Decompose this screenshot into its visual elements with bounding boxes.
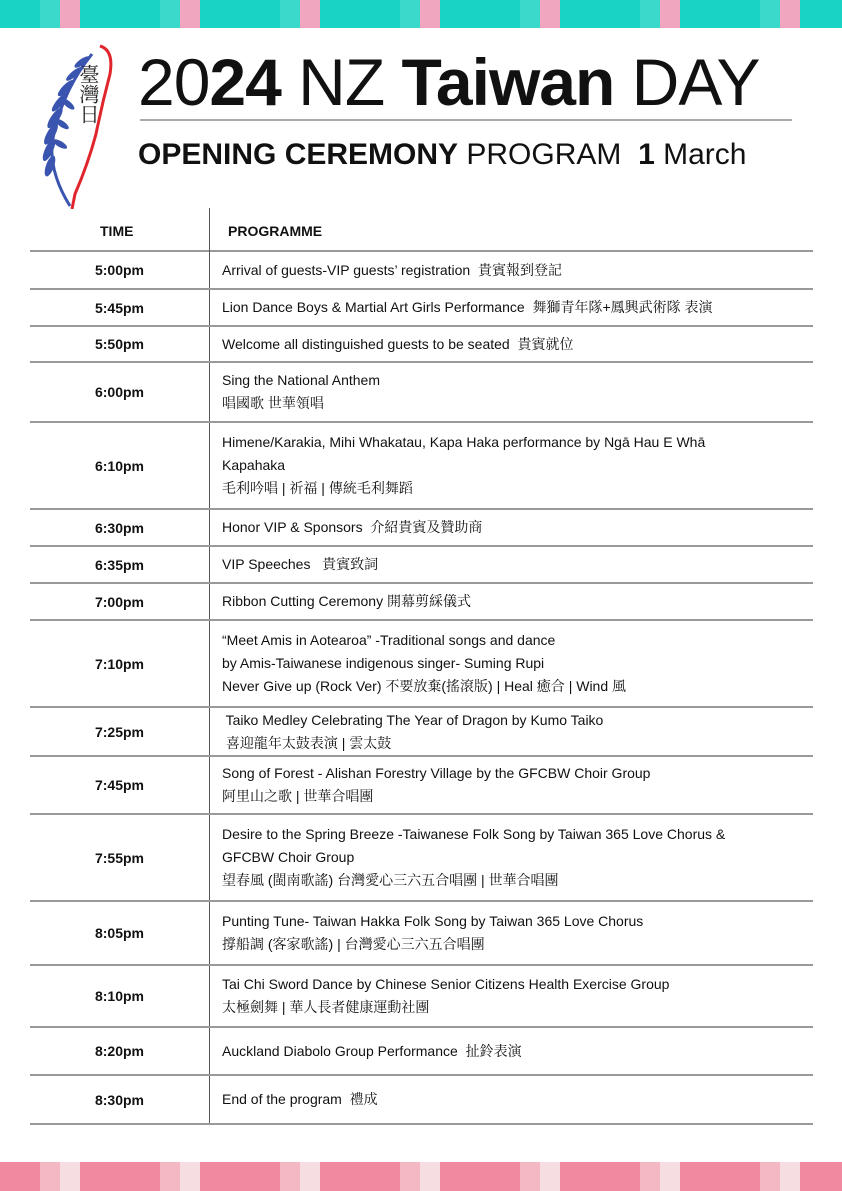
page-title: 2024 NZ Taiwan DAY [138, 45, 760, 119]
taiwan-day-logo [30, 44, 120, 209]
row-time: 7:10pm [94, 655, 145, 672]
programme-line: 望春風 (閩南歌謠) 台灣愛心三六五合唱團 | 世華合唱團 [222, 872, 559, 888]
row-programme [209, 296, 713, 319]
row-time: 8:30pm [94, 1091, 145, 1108]
row-time: 8:10pm [94, 988, 145, 1004]
table-row [30, 547, 813, 584]
row-time: 7:00pm [94, 593, 145, 610]
floral-banner-bottom [0, 1162, 842, 1191]
row-time: 5:45pm [94, 299, 145, 316]
table-row [30, 1028, 813, 1076]
table-row [30, 290, 813, 327]
header-programme: PROGRAMME [228, 223, 323, 239]
programme-line: End of the program 禮成 [222, 1091, 378, 1107]
row-time: 7:45pm [94, 777, 145, 793]
title-divider [140, 119, 792, 121]
row-time: 5:50pm [94, 336, 145, 352]
row-programme [209, 431, 705, 500]
row-programme [209, 709, 603, 755]
row-programme [209, 369, 380, 415]
row-programme [209, 333, 573, 356]
programme-line: Himene/Karakia, Mihi Whakatau, Kapa Haka performance by Ngā Hau E Whā [222, 434, 706, 450]
row-programme [209, 516, 482, 539]
programme-line: Tai Chi Sword Dance by Chinese Senior Citizens Health Exercise Group [222, 976, 670, 992]
page-subtitle: OPENING CEREMONY PROGRAM 1 March [138, 138, 747, 171]
programme-line: 喜迎龍年太鼓表演 | 雲太鼓 [222, 734, 392, 751]
row-programme [209, 553, 378, 576]
programme-line: Sing the National Anthem [222, 372, 380, 388]
row-time: 8:05pm [94, 925, 145, 941]
table-row [30, 708, 813, 757]
table-row [30, 363, 813, 423]
row-time: 7:25pm [94, 723, 145, 740]
programme-line: Lion Dance Boys & Martial Art Girls Performance 舞獅青年隊+鳳興武術隊 表演 [222, 299, 713, 315]
row-programme [209, 762, 650, 808]
row-time: 8:20pm [94, 1043, 145, 1059]
table-row [30, 815, 813, 902]
table-row [30, 584, 813, 621]
programme-line: Taiko Medley Celebrating The Year of Dragon by Kumo Taiko [222, 711, 604, 728]
table-row [30, 510, 813, 547]
table-row [30, 757, 813, 815]
programme-line: Never Give up (Rock Ver) 不要放棄(搖滾版) | Heal 癒合 | Wind 風 [222, 678, 627, 694]
row-time: 5:00pm [94, 262, 145, 278]
programme-line: Honor VIP & Sponsors 介紹貴賓及贊助商 [222, 519, 483, 535]
programme-line: Arrival of guests-VIP guests’ registration 貴賓報到登記 [222, 261, 562, 278]
program-table [30, 252, 813, 1125]
row-time: 6:10pm [94, 457, 145, 474]
table-row [30, 252, 813, 290]
table-row [30, 966, 813, 1028]
table-row [30, 902, 813, 966]
programme-line: VIP Speeches 貴賓致詞 [222, 556, 379, 572]
row-time: 6:35pm [94, 556, 145, 573]
header-time: TIME [100, 223, 134, 239]
programme-line: Desire to the Spring Breeze -Taiwanese Folk Song by Taiwan 365 Love Chorus & [222, 826, 726, 842]
table-row [30, 327, 813, 363]
row-programme [209, 910, 643, 956]
table-row [30, 621, 813, 708]
table-header [30, 208, 813, 252]
programme-line: 太極劍舞 | 華人長者健康運動社團 [222, 999, 430, 1015]
programme-line: Ribbon Cutting Ceremony 開幕剪綵儀式 [222, 593, 471, 609]
row-programme [209, 823, 725, 892]
row-programme [209, 259, 562, 282]
programme-line: by Amis-Taiwanese indigenous singer- Suming Rupi [222, 655, 545, 671]
floral-banner-top [0, 0, 842, 28]
row-programme [209, 1088, 378, 1111]
programme-line: 阿里山之歌 | 世華合唱團 [222, 788, 374, 804]
programme-line: Auckland Diabolo Group Performance 扯鈴表演 [222, 1042, 522, 1059]
row-programme [209, 590, 471, 613]
programme-line: Welcome all distinguished guests to be seated 貴賓就位 [222, 335, 574, 352]
programme-line: 唱國歌 世華領唱 [222, 395, 324, 411]
row-time: 6:00pm [94, 384, 145, 400]
programme-line: 撐船調 (客家歌謠) | 台灣愛心三六五合唱團 [222, 936, 485, 952]
programme-line: Song of Forest - Alishan Forestry Village by the GFCBW Choir Group [222, 765, 651, 781]
programme-line: “Meet Amis in Aotearoa” -Traditional songs and dance [222, 632, 556, 648]
programme-line: Punting Tune- Taiwan Hakka Folk Song by Taiwan 365 Love Chorus [222, 913, 644, 929]
row-programme [209, 1040, 522, 1063]
row-programme [209, 973, 669, 1019]
row-programme [209, 629, 626, 698]
table-row [30, 1076, 813, 1125]
programme-line: Kapahaka [222, 457, 286, 473]
programme-line: 毛利吟唱 | 祈福 | 傳統毛利舞蹈 [222, 480, 413, 496]
programme-line: GFCBW Choir Group [222, 849, 355, 865]
row-time: 6:30pm [94, 519, 145, 536]
table-row [30, 423, 813, 510]
logo-text: 臺灣日 [76, 64, 100, 124]
row-time: 7:55pm [94, 849, 145, 866]
